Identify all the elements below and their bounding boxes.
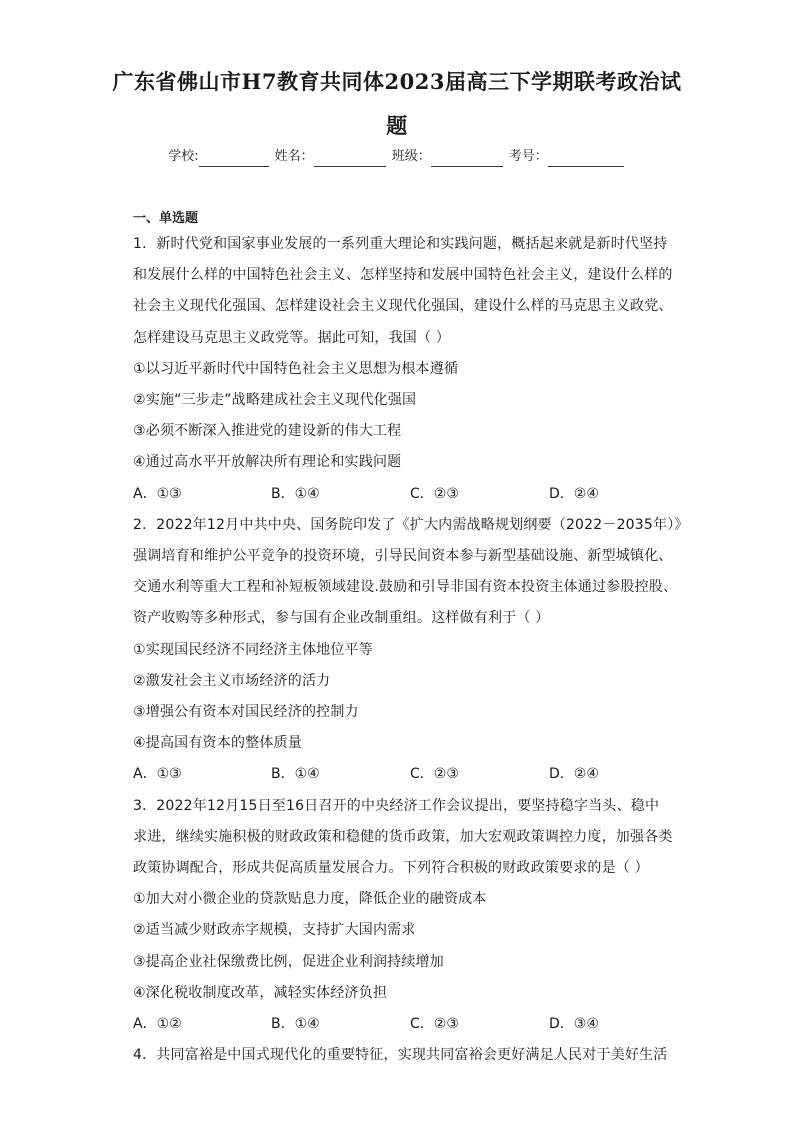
info-field [275, 145, 388, 167]
answer-option[interactable]: B．①④ [271, 1016, 320, 1032]
info-field-label: 班级： [391, 149, 431, 164]
info-field [392, 145, 505, 167]
info-field [168, 145, 270, 167]
question-line: ①加大对小微企业的贷款贴息力度，降低企业的融资成本 [133, 891, 487, 908]
question-line: ③提高企业社保缴费比例，促进企业利润持续增加 [133, 953, 444, 970]
info-field-blank[interactable] [199, 151, 269, 167]
answer-option[interactable]: C．②③ [410, 766, 459, 783]
answer-option[interactable]: B．①④ [271, 485, 320, 502]
question-stem: 1．新时代党和国家事业发展的一系列重大理论和实践问题，概括起来就是新时代坚持 [133, 236, 668, 252]
question-line: 求进，继续实施积极的财政政策和稳健的货币政策，加大宏观政策调控力度，加强各类 [133, 828, 673, 845]
question-line: ①以习近平新时代中国特色社会主义思想为根本遵循 [133, 360, 459, 377]
question-line: 资产收购等多种形式，参与国有企业改制重组。这样做有利于（ ） [133, 610, 550, 627]
student-info-row [0, 145, 794, 167]
answer-option[interactable]: C．②③ [410, 485, 459, 502]
info-field [509, 145, 626, 167]
question-line: ③增强公有资本对国民经济的控制力 [133, 704, 359, 720]
question-line: ②适当减少财政赤字规模，支持扩大国内需求 [133, 922, 416, 939]
answer-option[interactable]: B．①④ [271, 766, 320, 783]
info-field-label: 姓名： [274, 149, 314, 164]
question-line: 交通水利等重大工程和补短板领域建设.鼓励和引导非国有资本投资主体通过参股控股、 [133, 579, 678, 596]
question-line: ④提高国有资本的整体质量 [133, 735, 302, 752]
question-stem: 3．2022年12月15日至16日召开的中央经济工作会议提出，要坚持稳字当头、稳中 [133, 797, 660, 814]
answer-option[interactable]: D．②④ [549, 485, 599, 502]
question-line: 社会主义现代化强国、怎样建设社会主义现代化强国，建设什么样的马克思主义政党、 [133, 298, 673, 315]
answer-option[interactable]: A．①③ [133, 485, 182, 502]
answer-option[interactable]: A．①③ [133, 766, 182, 783]
question-line: ③必须不断深入推进党的建设新的伟大工程 [133, 423, 402, 440]
question-line: ④通过高水平开放解决所有理论和实践问题 [133, 454, 402, 471]
answer-option[interactable]: D．②④ [549, 766, 599, 783]
question-stem: 4．共同富裕是中国式现代化的重要特征，实现共同富裕会更好满足人民对于美好生活 [133, 1047, 668, 1064]
question-stem: 2．2022年12月中共中央、国务院印发了《扩大内需战略规划纲要（2022－2035年）》 [133, 516, 689, 533]
question-line: 强调培育和维护公平竞争的投资环境，引导民间资本参与新型基础设施、新型城镇化、 [133, 548, 673, 564]
section-heading: 一、单选题 [133, 211, 199, 226]
paper-title-line-2: 题 [386, 113, 408, 138]
answer-option[interactable]: C．②③ [410, 1016, 459, 1032]
answer-option[interactable]: D．③④ [549, 1016, 599, 1032]
paper-title-line-1: 广东省佛山市H7教育共同体2023届高三下学期联考政治试 [112, 69, 682, 94]
question-line: ②激发社会主义市场经济的活力 [133, 672, 331, 689]
info-field-blank[interactable] [431, 151, 503, 167]
question-line: 怎样建设马克思主义政党等。据此可知，我国（ ） [133, 329, 451, 346]
question-line: ②实施“三步走”战略建成社会主义现代化强国 [133, 392, 417, 408]
answer-option[interactable]: A．①② [133, 1016, 182, 1032]
question-line: 政策协调配合，形成共促高质量发展合力。下列符合积极的财政政策要求的是（ ） [133, 860, 649, 876]
info-field-blank[interactable] [548, 151, 624, 167]
info-field-label: 学校: [168, 149, 199, 164]
info-field-label: 考号： [508, 149, 548, 164]
question-line: ①实现国民经济不同经济主体地位平等 [133, 641, 373, 658]
question-line: ④深化税收制度改革，减轻实体经济负担 [133, 984, 388, 1001]
question-line: 和发展什么样的中国特色社会主义、怎样坚持和发展中国特色社会主义，建设什么样的 [133, 267, 673, 284]
info-field-blank[interactable] [314, 151, 386, 167]
